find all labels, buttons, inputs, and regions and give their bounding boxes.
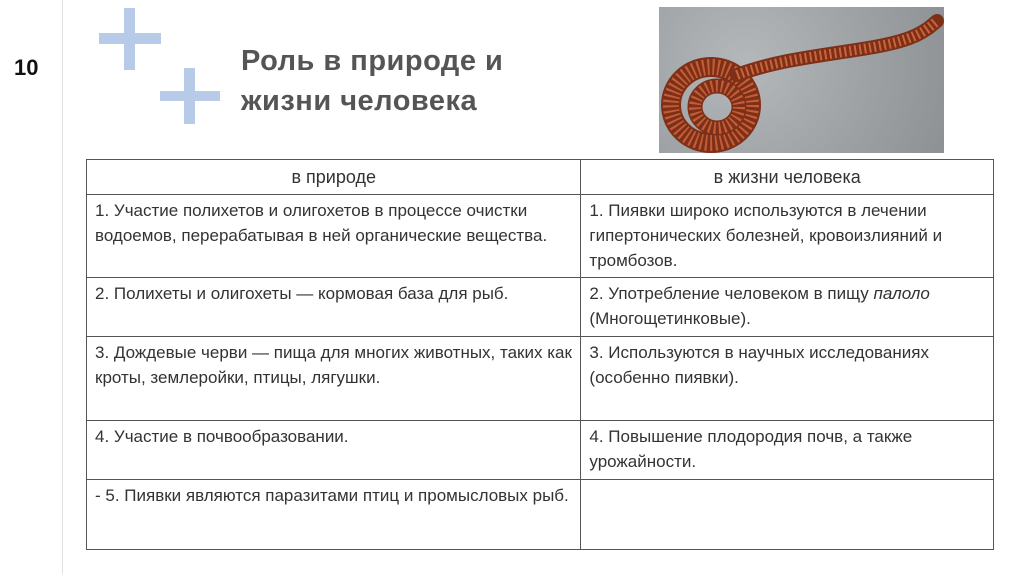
title-line-1: Роль в природе и <box>241 45 504 77</box>
divider-line <box>62 0 63 574</box>
table-cell: 1. Участие полихетов и олигохетов в процессе очистки водоемов, перерабатывая в ней органические вещества. <box>87 195 581 278</box>
table-row <box>87 195 994 278</box>
table-cell: 3. Используются в научных исследованиях (особенно пиявки). <box>581 337 994 421</box>
cell-text: (Многощетинковые). <box>589 309 751 328</box>
table-cell <box>581 278 994 337</box>
worm-icon <box>659 7 944 153</box>
table-cell: 4. Повышение плодородия почв, а также урожайности. <box>581 421 994 480</box>
column-header-nature: в природе <box>87 160 581 195</box>
table-cell: 1. Пиявки широко используются в лечении гипертонических болезней, кровоизлияний и тромбозов. <box>581 195 994 278</box>
worm-photo <box>659 7 944 153</box>
table-header-row <box>87 160 994 195</box>
table-row <box>87 337 994 421</box>
table-cell: 2. Полихеты и олигохеты — кормовая база для рыб. <box>87 278 581 337</box>
plus-decoration-icon <box>99 8 161 70</box>
table-row <box>87 421 994 480</box>
table-cell: 3. Дождевые черви — пища для многих животных, таких как кроты, землеройки, птицы, лягушки. <box>87 337 581 421</box>
table-row <box>87 480 994 550</box>
column-header-human-life: в жизни человека <box>581 160 994 195</box>
roles-table <box>86 159 994 550</box>
slide-title <box>241 41 503 121</box>
slide-number: 10 <box>14 55 39 80</box>
cell-text: 2. Употребление человеком в пищу <box>589 284 874 303</box>
table-cell: 4. Участие в почвообразовании. <box>87 421 581 480</box>
table-cell <box>581 480 994 550</box>
table-row <box>87 278 994 337</box>
plus-decoration-icon <box>160 68 220 124</box>
table-cell: - 5. Пиявки являются паразитами птиц и промысловых рыб. <box>87 480 581 550</box>
italic-term: палоло <box>873 284 930 303</box>
title-line-2: жизни человека <box>241 85 478 117</box>
